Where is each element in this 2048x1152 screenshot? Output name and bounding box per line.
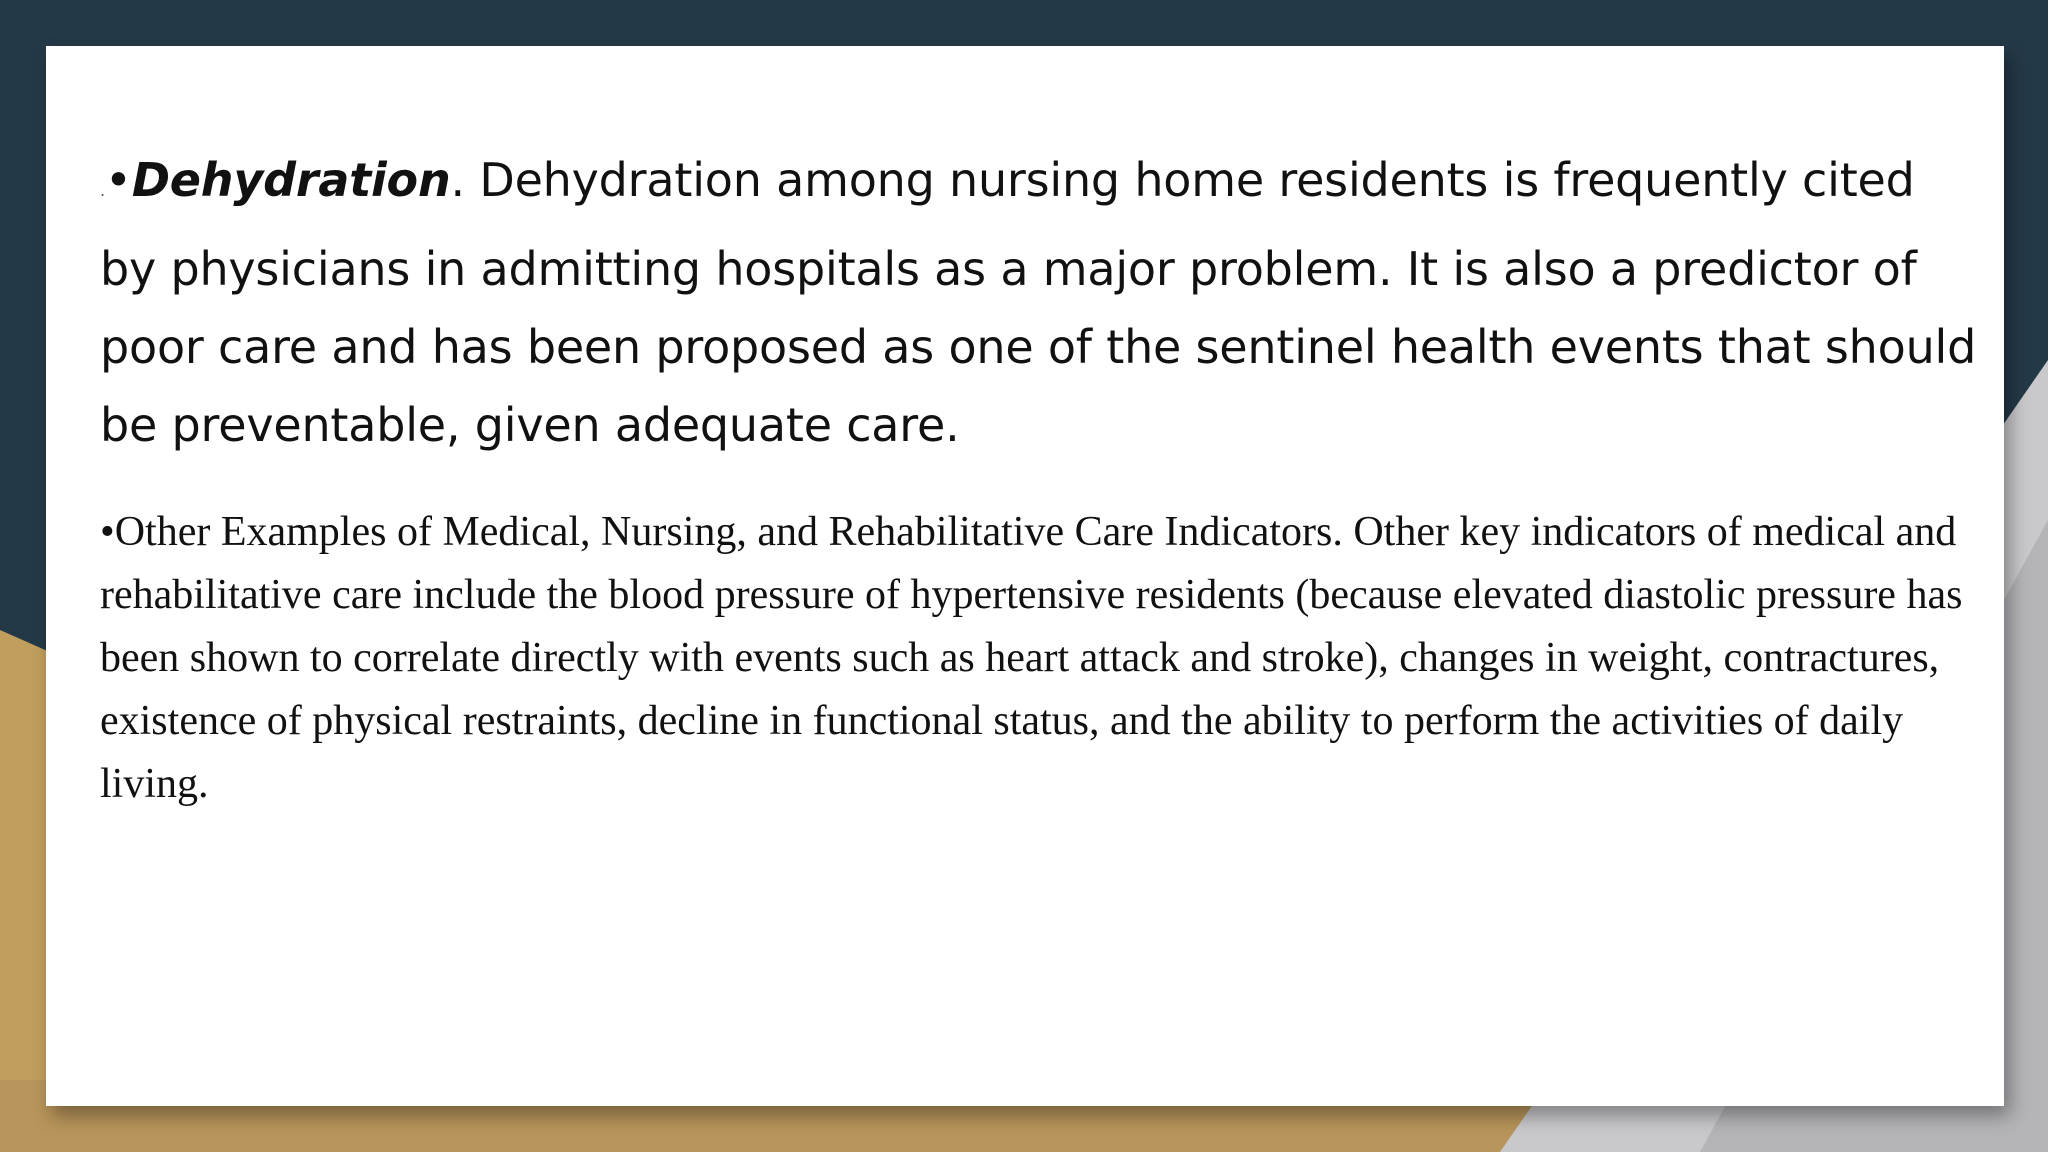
dehydration-term: Dehydration: [131, 153, 451, 207]
dehydration-body: . Dehydration among nursing home residents is frequently cited by physicians in admitting hospitals as a major problem. It is also a predictor of poor care and has been proposed as one of the sentinel health events that should be preventable, given adequate care.: [100, 153, 1977, 452]
leading-mark: .: [100, 181, 105, 200]
bullet-glyph: •: [104, 153, 132, 207]
other-indicators-paragraph: •Other Examples of Medical, Nursing, and Rehabilitative Care Indicators. Other key indicators of medical and rehabilitative care include the blood pressure of hypertensive residents (because elevated diastolic pressure has been shown to correlate directly with events such as heart attack and stroke), changes in weight, contractures, existence of physical restraints, decline in functional status, and the ability to perform the activities of daily living.: [100, 509, 1963, 807]
dehydration-paragraph: [100, 141, 1980, 464]
slide-content-card: [46, 46, 2004, 1106]
